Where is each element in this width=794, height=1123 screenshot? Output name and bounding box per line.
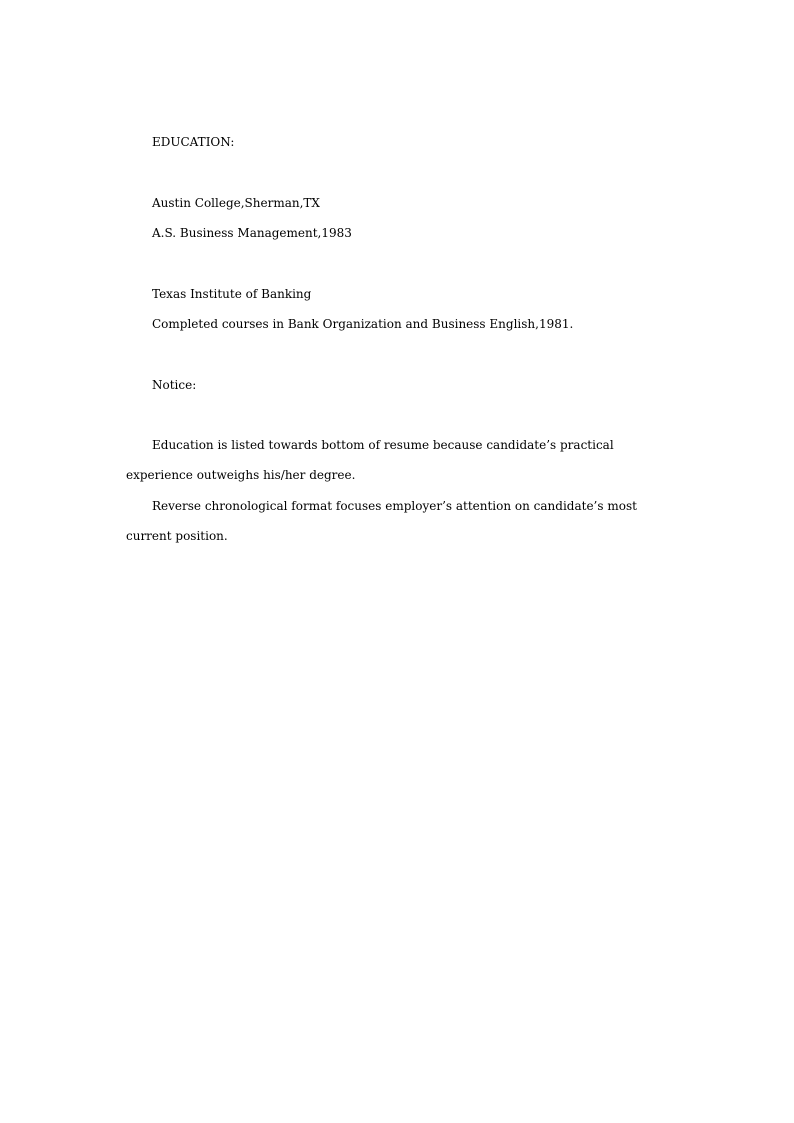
notice-paragraph-line: Reverse chronological format focuses employer’s attention on candidate’s most xyxy=(152,499,637,513)
notice-paragraph-line: current position. xyxy=(126,529,228,543)
education-school: Austin College,Sherman,TX xyxy=(152,196,320,210)
notice-heading: Notice: xyxy=(152,378,197,392)
notice-paragraph-line: Education is listed towards bottom of resume because candidate’s practical xyxy=(152,438,614,452)
education-detail: Completed courses in Bank Organization and Business English,1981. xyxy=(152,317,574,331)
notice-paragraph-line: experience outweighs his/her degree. xyxy=(126,468,356,482)
education-heading: EDUCATION: xyxy=(152,135,235,149)
education-school: Texas Institute of Banking xyxy=(152,287,312,301)
education-detail: A.S. Business Management,1983 xyxy=(152,226,352,240)
